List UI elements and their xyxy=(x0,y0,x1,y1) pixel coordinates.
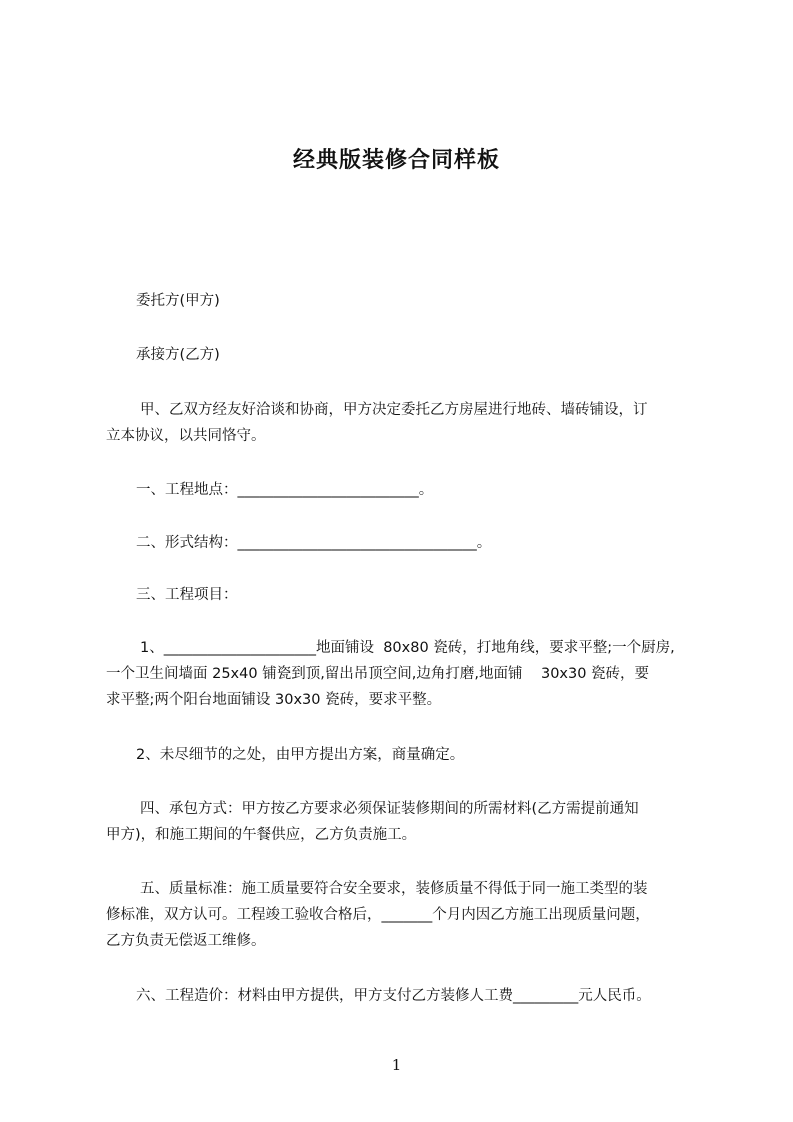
clause-4-line-1: 四、承包方式：甲方按乙方要求必须保证装修期间的所需材料(乙方需提前通知 xyxy=(140,801,639,817)
intro-line-1: 甲、乙双方经友好洽谈和协商，甲方决定委托乙方房屋进行地砖、墙砖铺设，订 xyxy=(140,402,648,418)
item-1-line-1: 1、_____________________地面铺设 80x80 瓷砖，打地角线，要求平整;一个厨房, xyxy=(140,640,675,656)
clause-5-line-2: 修标准，双方认可。工程竣工验收合格后，_______个月内因乙方施工出现质量问题， xyxy=(106,907,650,923)
clause-5-line-1: 五、质量标准：施工质量要符合安全要求，装修质量不得低于同一施工类型的装 xyxy=(140,881,648,897)
item-1-line-2: 一个卫生间墙面 25x40 铺瓷到顶,留出吊顶空间,边角打磨,地面铺 30x30 瓷砖，要 xyxy=(106,666,650,682)
clause-1-location: 一、工程地点：_________________________。 xyxy=(136,482,434,498)
clause-3-heading: 三、工程项目： xyxy=(136,587,238,603)
item-2-line: 2、未尽细节的之处，由甲方提出方案，商量确定。 xyxy=(136,747,465,763)
page-title: 经典版装修合同样板 xyxy=(292,148,500,173)
clause-5-line-3: 乙方负责无偿返工维修。 xyxy=(106,933,266,949)
clause-2-structure: 二、形式结构：_________________________________。 xyxy=(136,535,492,551)
party-b-line: 承接方(乙方) xyxy=(136,347,220,363)
item-1-line-3: 求平整;两个阳台地面铺设 30x30 瓷砖，要求平整。 xyxy=(106,692,442,708)
clause-4-line-2: 甲方)，和施工期间的午餐供应，乙方负责施工。 xyxy=(106,827,417,843)
intro-line-2: 立本协议，以共同恪守。 xyxy=(106,428,266,444)
page-number: 1 xyxy=(391,1056,402,1074)
clause-6-line: 六、工程造价：材料由甲方提供，甲方支付乙方装修人工费_________元人民币。 xyxy=(136,988,651,1004)
party-a-line: 委托方(甲方) xyxy=(136,293,220,309)
